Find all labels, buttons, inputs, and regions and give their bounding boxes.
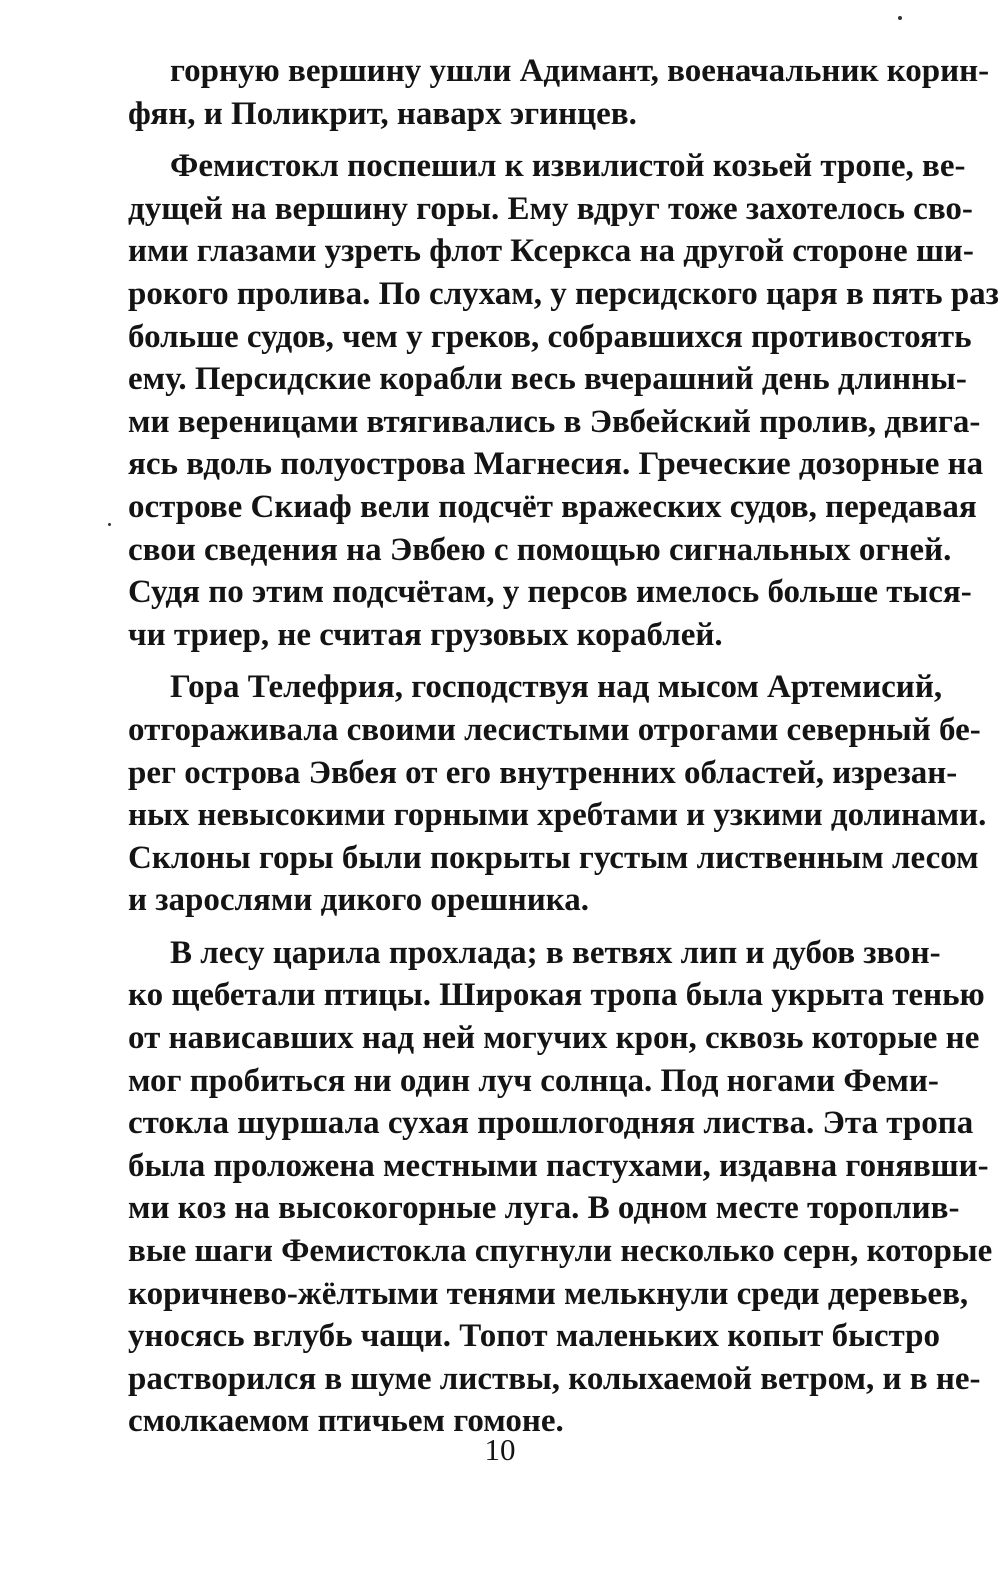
- text-line: горную вершину ушли Адимант, военачальник корин-: [170, 53, 990, 89]
- print-speck: [898, 16, 902, 20]
- text-line: больше судов, чем у греков, собравшихся противостоять: [128, 318, 972, 355]
- text-line: ных невысокими горными хребтами и узкими долинами.: [128, 797, 987, 834]
- text-line: ему. Персидские корабли весь вчерашний день длинны-: [128, 361, 967, 398]
- page-number: 10: [484, 1432, 516, 1467]
- text-line: смолкаемом птичьем гомоне.: [128, 1403, 564, 1440]
- text-line: мог пробиться ни один луч солнца. Под ногами Феми-: [128, 1062, 939, 1099]
- text-line: коричнево-жёлтыми тенями мелькнули среди деревьев,: [128, 1275, 969, 1312]
- text-line: Склоны горы были покрыты густым лиственным лесом: [128, 839, 979, 876]
- text-line: Гора Телефрия, господствуя над мысом Артемисий,: [170, 669, 943, 706]
- paragraph-gap: [128, 656, 923, 666]
- paragraph: [128, 50, 990, 135]
- text-line: ми коз на высокогорные луга. В одном месте тороплив-: [128, 1190, 960, 1227]
- text-line: дущей на вершину горы. Ему вдруг тоже захотелось сво-: [128, 190, 973, 227]
- print-speck: [108, 523, 111, 526]
- text-line: ко щебетали птицы. Широкая тропа была укрыта тенью: [128, 977, 985, 1014]
- text-line: ми вереницами втягивались в Эвбейский пролив, двига-: [128, 403, 981, 440]
- text-line: вые шаги Фемистокла спугнули несколько серн, которые: [128, 1233, 993, 1270]
- paragraph-gap: [128, 135, 923, 145]
- text-line: отгораживала своими лесистыми отрогами северный бе-: [128, 711, 981, 748]
- text-line: чи триер, не считая грузовых кораблей.: [128, 616, 723, 653]
- text-line: ими глазами узреть флот Ксеркса на другой стороне ши-: [128, 233, 974, 270]
- text-line: Фемистокл поспешил к извилистой козьей тропе, ве-: [170, 148, 966, 185]
- text-line: фян, и Поликрит, наварх эгинцев.: [128, 95, 637, 132]
- paragraph: [128, 932, 993, 1443]
- paragraph: [128, 145, 999, 656]
- text-line: В лесу царила прохлада; в ветвях лип и дубов звон-: [170, 934, 941, 971]
- text-line: рокого пролива. По слухам, у персидского царя в пять раз: [128, 275, 999, 312]
- text-line: уносясь вглубь чащи. Топот маленьких копыт быстро: [128, 1318, 940, 1355]
- text-line: стокла шуршала сухая прошлогодняя листва. Эта тропа: [128, 1105, 974, 1142]
- text-line: рег острова Эвбея от его внутренних областей, изрезан-: [128, 754, 958, 791]
- paragraph-gap: [128, 922, 923, 932]
- text-line: острове Скиаф вели подсчёт вражеских судов, передавая: [128, 488, 977, 525]
- paragraph: [128, 666, 987, 922]
- text-line: была проложена местными пастухами, издавна гонявши-: [128, 1147, 989, 1184]
- text-line: свои сведения на Эвбею с помощью сигнальных огней.: [128, 531, 952, 568]
- body-text: [128, 50, 999, 1443]
- text-line: Судя по этим подсчётам, у персов имелось больше тыся-: [128, 574, 972, 611]
- text-line: растворился в шуме листвы, колыхаемой ветром, и в не-: [128, 1360, 981, 1397]
- text-line: и зарослями дикого орешника.: [128, 882, 589, 919]
- text-line: от нависавших над ней могучих крон, сквозь которые не: [128, 1020, 980, 1057]
- text-line: ясь вдоль полуострова Магнесия. Греческие дозорные на: [128, 446, 984, 483]
